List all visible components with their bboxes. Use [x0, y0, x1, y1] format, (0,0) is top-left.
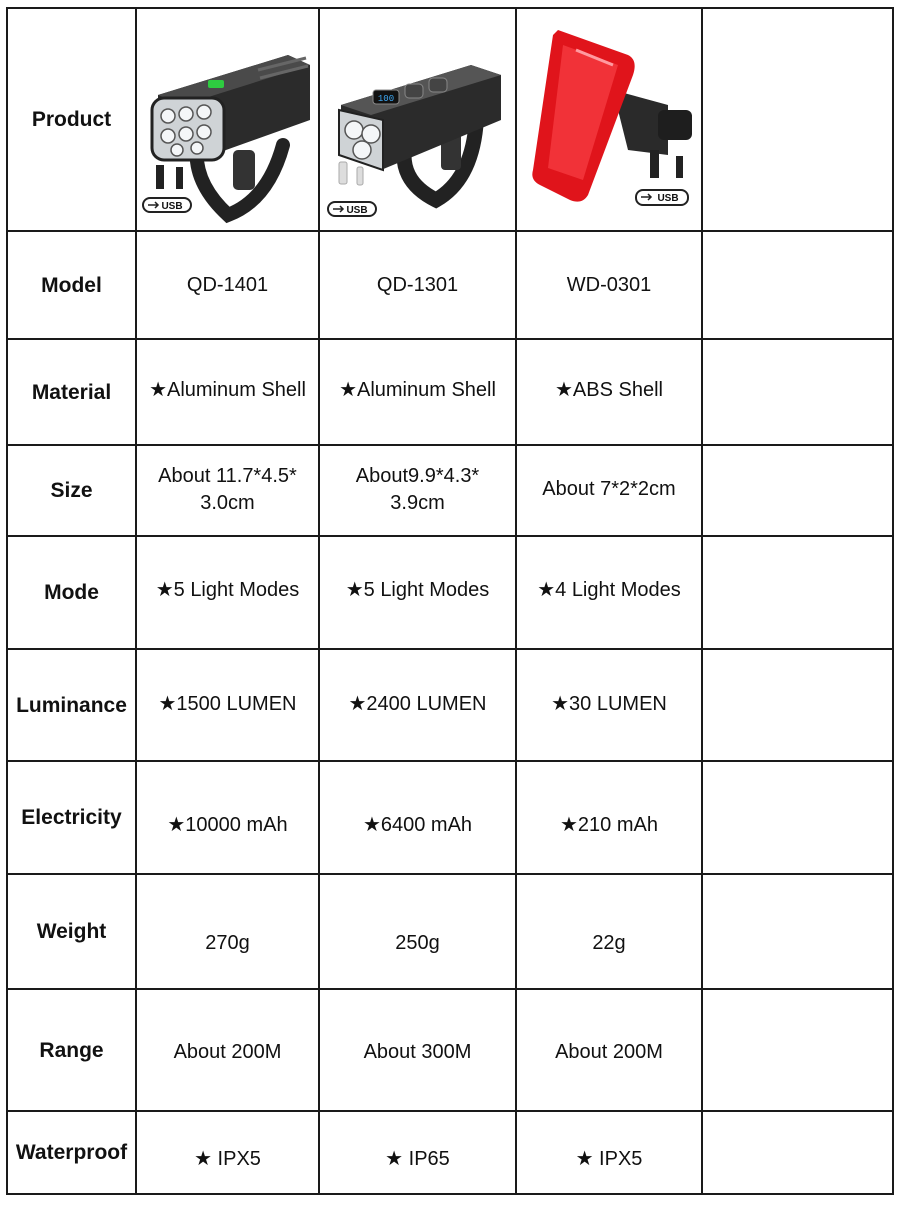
- row-label-size: Size: [50, 479, 93, 502]
- mode-value: ★5 Light Modes: [155, 578, 300, 601]
- row-label-material: Material: [31, 380, 112, 404]
- range-value: About 200M: [555, 1040, 663, 1063]
- table-border: [892, 7, 894, 1195]
- bike-headlight-8-led-icon: [138, 10, 318, 229]
- row-label-product: Product: [31, 108, 112, 131]
- row-label-weight: Weight: [36, 920, 107, 943]
- waterproof-value: ★ IP65: [385, 1148, 450, 1170]
- table-border: [6, 7, 894, 9]
- usb-label: USB: [346, 205, 368, 216]
- electricity-value: ★6400 mAh: [362, 813, 473, 836]
- material-value: ★Aluminum Shell: [149, 378, 306, 401]
- range-value: About 300M: [363, 1040, 472, 1063]
- usb-label: USB: [657, 193, 679, 204]
- row-label-luminance: Luminance: [16, 693, 127, 717]
- electricity-value: ★210 mAh: [560, 813, 658, 836]
- row-label-waterproof: Waterproof: [15, 1141, 128, 1164]
- svg-text:100: 100: [377, 94, 395, 104]
- row-divider: [6, 444, 894, 446]
- size-value: About 7*2*2cm: [542, 477, 676, 500]
- luminance-value: ★2400 LUMEN: [348, 692, 487, 715]
- model-value: QD-1301: [376, 273, 459, 296]
- bike-headlight-display-icon: [321, 10, 515, 229]
- usb-label: USB: [161, 201, 183, 212]
- bike-taillight-red-icon: [518, 10, 701, 229]
- weight-value: 250g: [395, 931, 440, 954]
- size-value: About 11.7*4.5* 3.0cm: [158, 465, 297, 514]
- model-value: WD-0301: [566, 273, 652, 296]
- range-value: About 200M: [173, 1040, 282, 1063]
- luminance-value: ★30 LUMEN: [551, 692, 667, 715]
- material-value: ★ABS Shell: [555, 378, 663, 401]
- row-label-model: Model: [41, 273, 102, 297]
- mode-value: ★4 Light Modes: [537, 578, 681, 601]
- row-label-range: Range: [39, 1038, 104, 1062]
- waterproof-value: ★ IPX5: [194, 1148, 261, 1170]
- size-value: About9.9*4.3* 3.9cm: [355, 465, 480, 514]
- weight-value: 22g: [592, 931, 626, 954]
- model-value: QD-1401: [186, 273, 269, 296]
- electricity-value: ★10000 mAh: [167, 813, 288, 836]
- weight-value: 270g: [205, 931, 250, 954]
- luminance-value: ★1500 LUMEN: [158, 692, 297, 715]
- material-value: ★Aluminum Shell: [339, 378, 496, 401]
- row-label-mode: Mode: [44, 581, 99, 604]
- row-label-electricity: Electricity: [21, 806, 122, 829]
- waterproof-value: ★ IPX5: [575, 1148, 643, 1170]
- mode-value: ★5 Light Modes: [345, 578, 490, 601]
